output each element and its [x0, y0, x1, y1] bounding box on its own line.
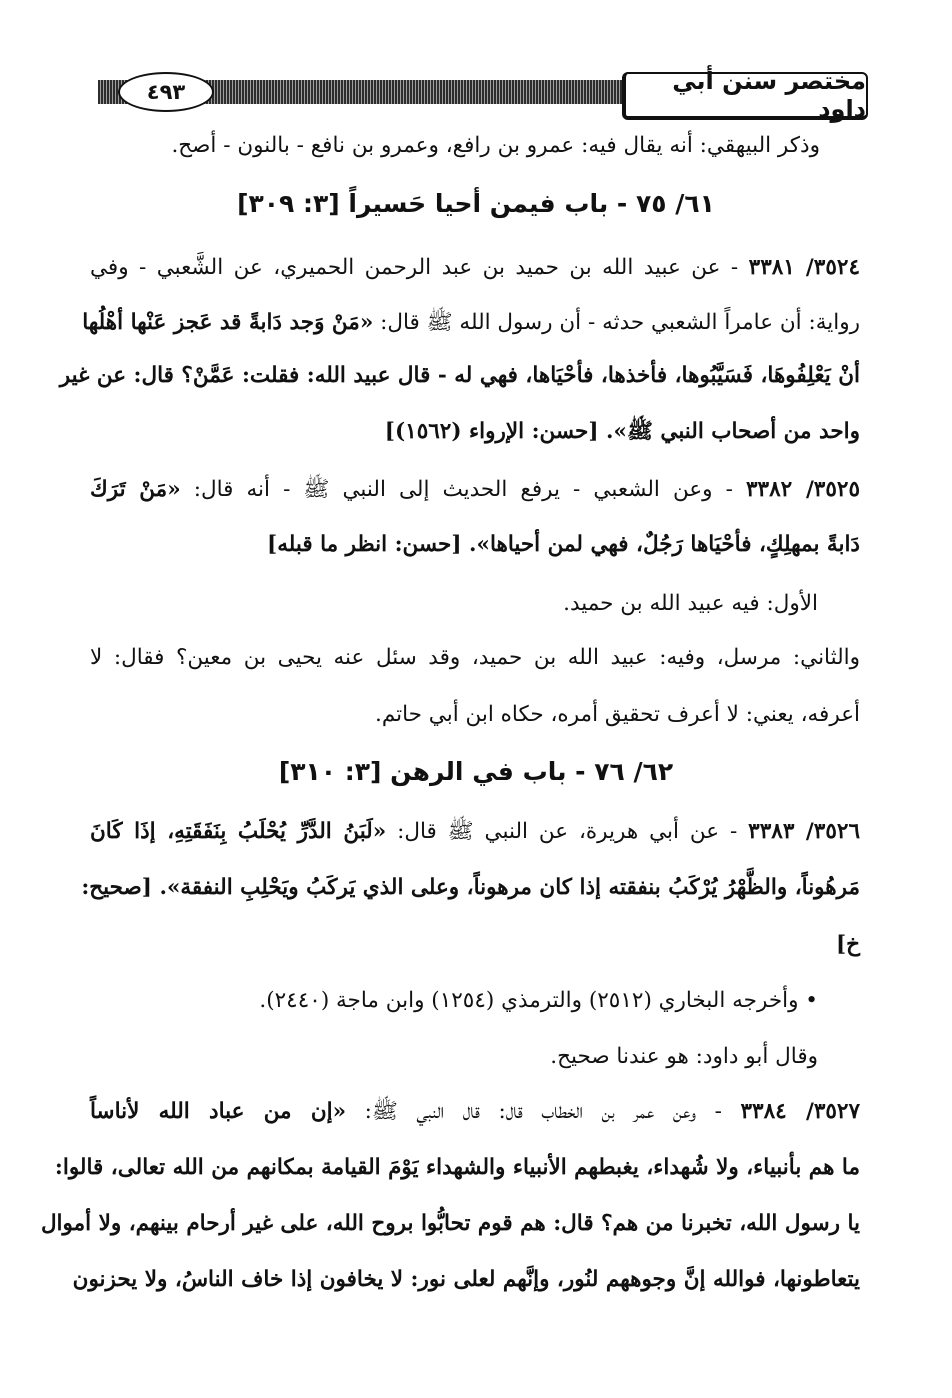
hadith-line: [90, 472, 860, 508]
hadith-number: ٣٥٢٦/ ٣٣٨٣: [748, 819, 860, 844]
text-line: الأول: فيه عبيد الله بن حميد.: [563, 591, 818, 616]
grading-note: [حسن: انظر ما قبله]: [267, 532, 462, 557]
text-line: وذكر البيهقي: أنه يقال فيه: عمرو بن رافع، وعمرو بن نافع - بالنون - أصح.: [171, 133, 820, 158]
book-title: مختصر سنن أبي داود: [622, 72, 868, 120]
hadith-text: رواية: أن عامراً الشعبي حدثه - أن رسول الله ﷺ قال:: [373, 310, 860, 335]
page-number: ٤٩٣: [118, 72, 214, 112]
hadith-line: [81, 870, 860, 906]
text-line: أعرفه، يعني: لا أعرف تحقيق أمره، حكاه ابن أبي حاتم.: [375, 702, 860, 727]
hadith-text: - عن عبيد الله بن حميد بن عبد الرحمن الحميري، عن الشَّعبي - وفي: [90, 255, 749, 280]
hadith-line: [82, 305, 860, 341]
hadith-line: [90, 250, 860, 286]
text-line: وقال أبو داود: هو عندنا صحيح.: [550, 1044, 818, 1069]
hadith-quote: «مَنْ وَجد دَابةً قد عَجز عَنْها أهْلُها: [82, 310, 374, 335]
hadith-number: ٣٥٢٤/ ٣٣٨١: [748, 255, 860, 280]
hadith-line: [385, 414, 860, 450]
grading-note: خ]: [835, 932, 860, 957]
hadith-text: - وعن الشعبي - يرفع الحديث إلى النبي ﷺ - أنه قال:: [180, 477, 746, 502]
hadith-number: ٣٥٢٧/ ٣٣٨٤: [740, 1099, 861, 1124]
hadith-text: - عن أبي هريرة، عن النبي ﷺ قال:: [386, 819, 749, 844]
hadith-quote: واحد من أصحاب النبي ﷺ».: [598, 419, 860, 444]
text-line: • وأخرجه البخاري (٢٥١٢) والترمذي (١٢٥٤) وابن ماجة (٢٤٤٠).: [259, 988, 818, 1013]
chapter-heading: ٦٢/ ٧٦ - باب في الرهن [٣: ٣١٠]: [278, 757, 674, 786]
hadith-line: [90, 1094, 860, 1130]
hadith-line: ما هم بأنبياء، ولا شُهداء، يغبطهم الأنبياء والشهداء يَوْمَ القيامة بمكانهم من الله تعالى، قالوا:: [54, 1155, 860, 1180]
hadith-quote: مَرهُوناً، والظَّهْرُ يُرْكَبُ بنفقته إذا كان مرهوناً، وعلى الذي يَركَبُ ويَحْلِبِ النفقة».: [151, 875, 860, 900]
grading-note: [صحيح:: [81, 875, 152, 900]
hadith-quote: «مَنْ تَرَكَ: [90, 477, 181, 502]
hadith-quote: «إن من عباد الله لأناساً: [90, 1099, 347, 1124]
text-line: والثاني: مرسل، وفيه: عبيد الله بن حميد، وقد سئل عنه يحيى بن معين؟ فقال: لا: [90, 645, 860, 670]
hadith-number: ٣٥٢٥/ ٣٣٨٢: [746, 477, 860, 502]
hadith-line: [267, 527, 860, 563]
hadith-line: [90, 814, 860, 850]
page-header: [98, 67, 868, 123]
hadith-quote: «لَبَنُ الدَّرِّ يُحْلَبُ بِنَفَقَتِهِ، إذَا كَانَ: [90, 819, 387, 844]
hadith-line: يتعاطونها، فوالله إنَّ وجوههم لنُور، وإنَّهم لعلى نور: لا يخافون إذا خاف الناسُ، ولا يحزنون: [72, 1267, 860, 1292]
hadith-quote: دَابةً بمهلِكٍ، فأحْيَاها رَجُلٌ، فهي لمن أحياها».: [461, 532, 860, 557]
hadith-line: أنْ يَعْلِفُوهَا، فَسَيَّبُوها، فأخذها، فأحْيَاها، فهي له - قال عبيد الله: فقلت: عَمَّنْ؟ قال: عن غير: [59, 363, 860, 388]
grading-note: [حسن: الإرواء (١٥٦٢)]: [384, 419, 599, 444]
hadith-text: - وعن عمر بن الخطاب قال: قال النبي ﷺ:: [346, 1099, 741, 1124]
chapter-heading: ٦١/ ٧٥ - باب فيمن أحيا حَسيراً [٣: ٣٠٩]: [237, 189, 715, 218]
hadith-line: يا رسول الله، تخبرنا من هم؟ قال: هم قوم تحابُّوا بروح الله، على غير أرحام بينهم، ولا أموال: [40, 1211, 860, 1236]
